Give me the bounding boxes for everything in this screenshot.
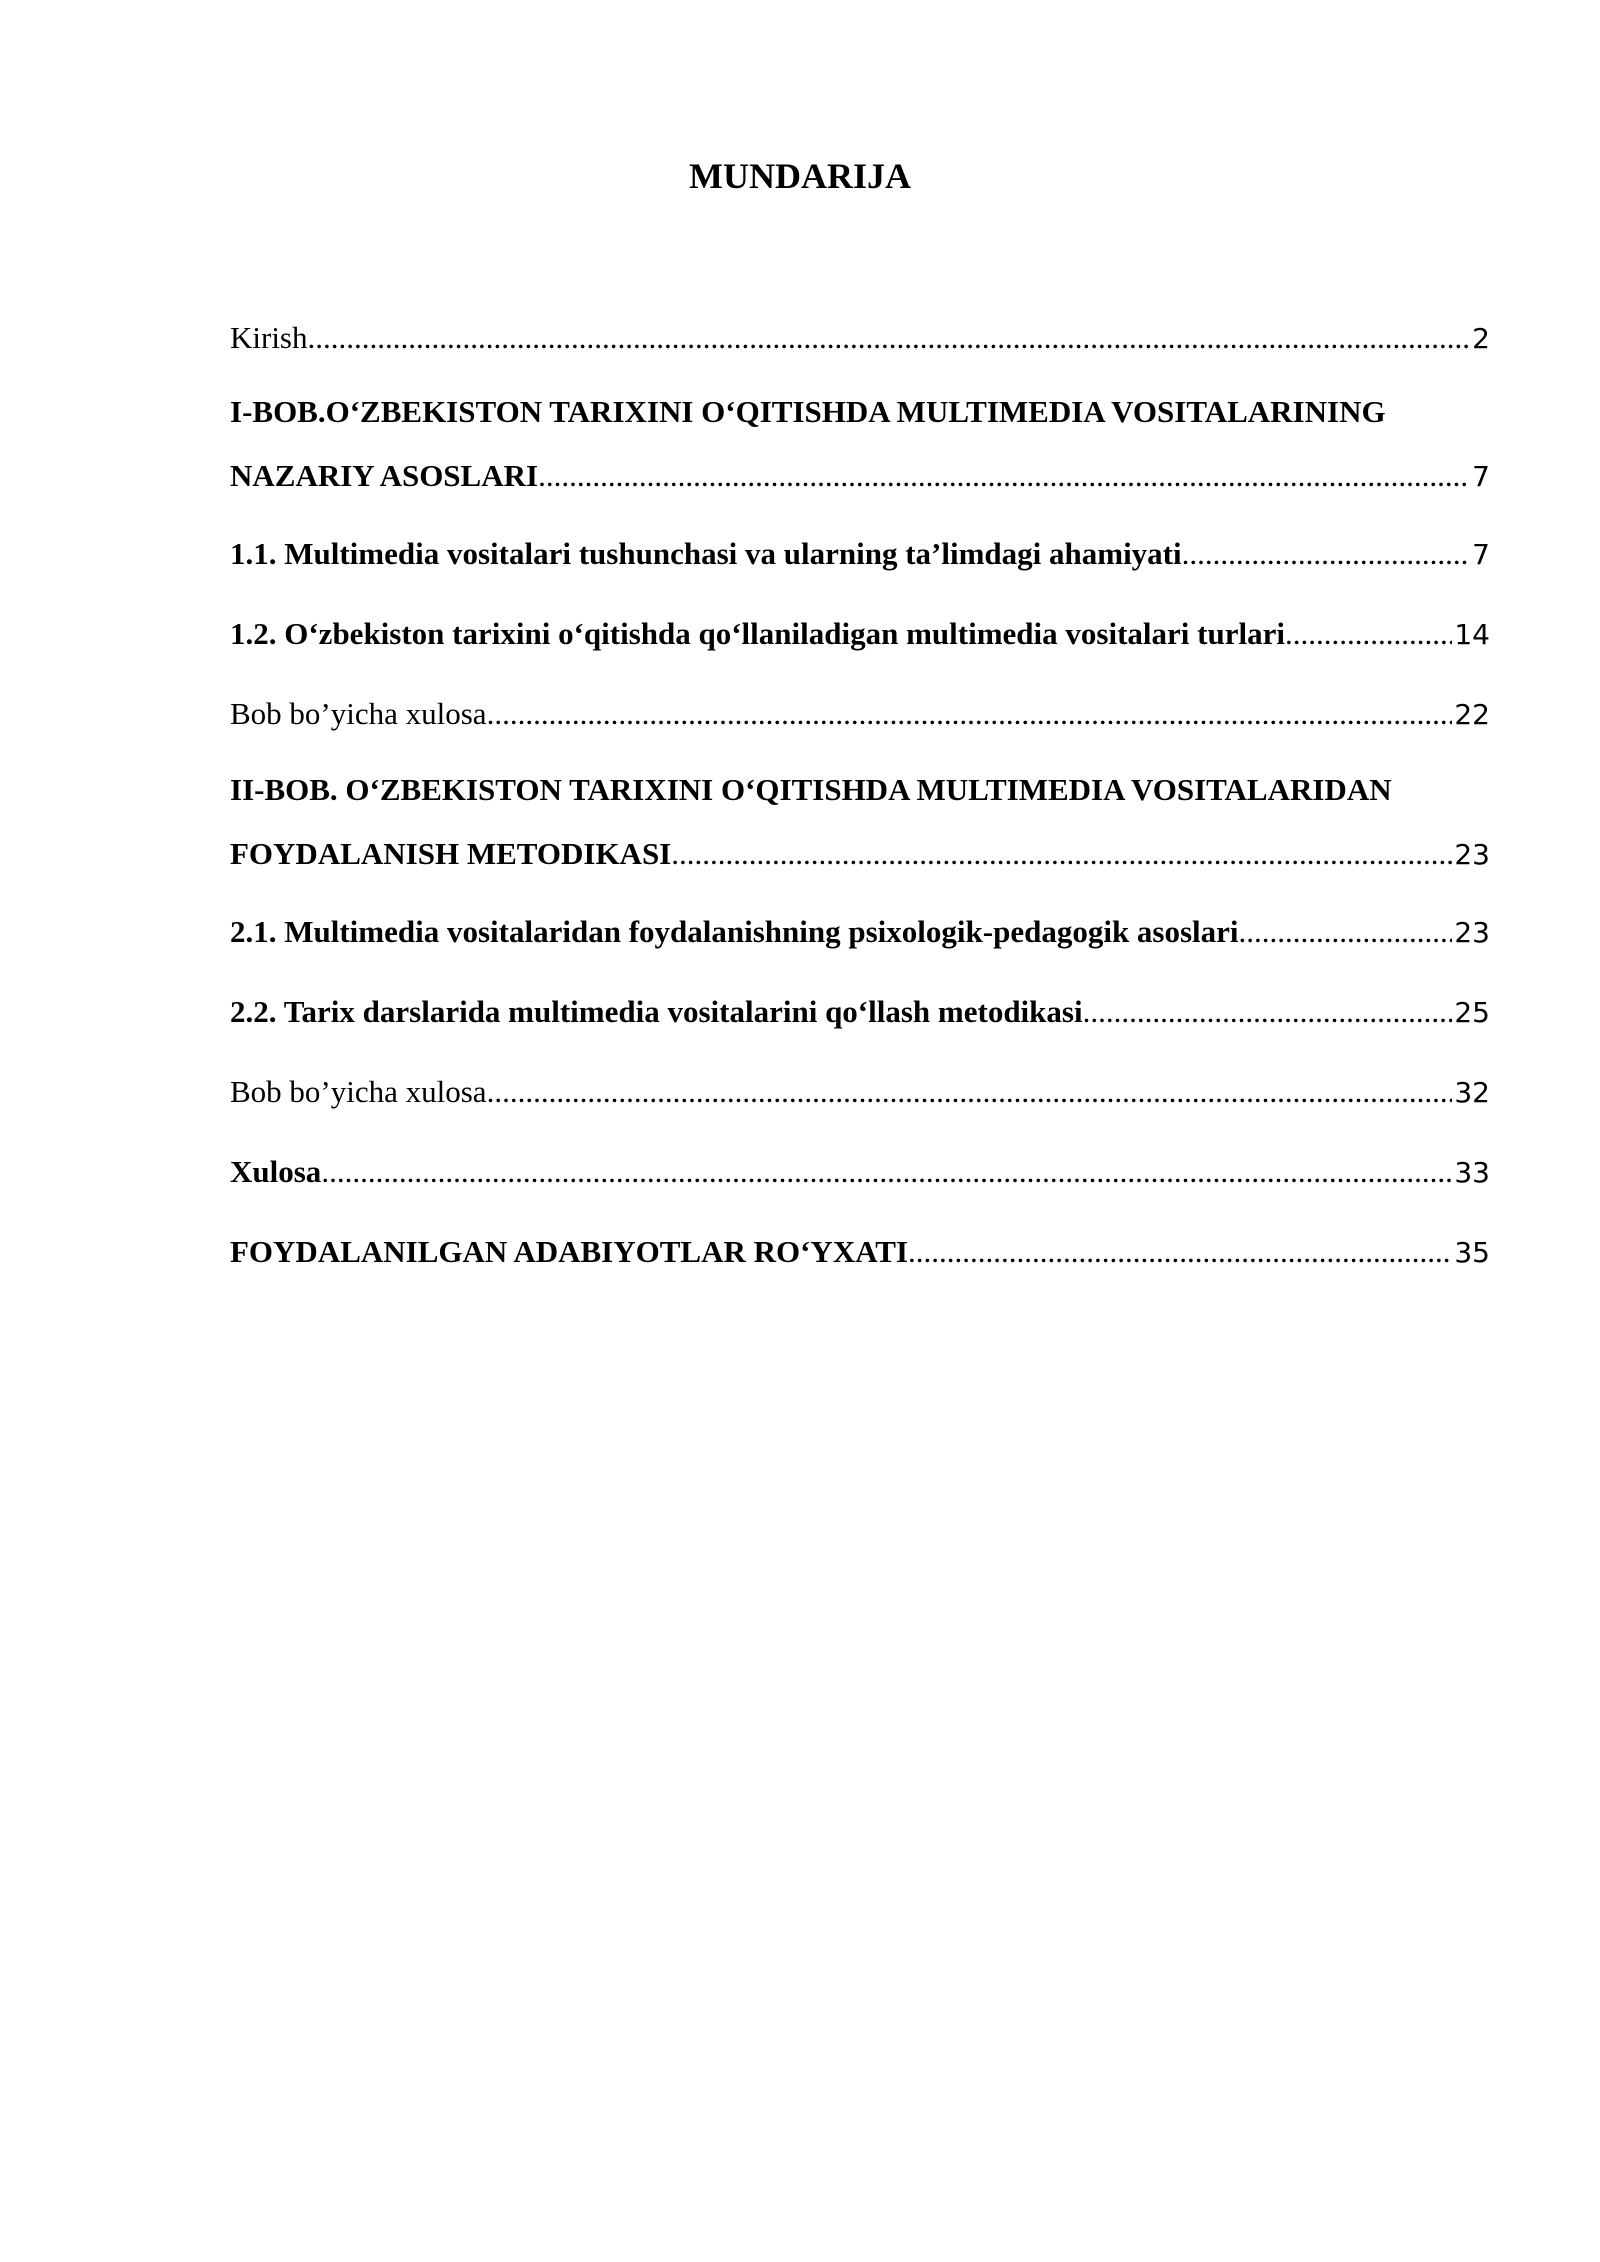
toc-entry-section-1-2[interactable] (230, 612, 1490, 656)
dot-leader (308, 316, 1471, 360)
toc-page-number: 25 (1454, 996, 1490, 1029)
toc-page-number: 33 (1454, 1156, 1490, 1189)
dot-leader (1239, 910, 1453, 954)
toc-entry-chapter-2-conclusion[interactable] (230, 1070, 1490, 1114)
toc-entry-references[interactable] (230, 1230, 1490, 1274)
toc-entry-conclusion[interactable] (230, 1150, 1490, 1194)
toc-entry-title: Bob bo’yicha xulosa (230, 696, 487, 731)
toc-page-number: 23 (1454, 838, 1490, 871)
dot-leader (908, 1230, 1452, 1274)
toc-entry-title: Kirish (230, 320, 308, 355)
toc-page-number: 22 (1454, 698, 1490, 731)
toc-entry-section-1-1[interactable] (230, 532, 1490, 576)
toc-entry-chapter-1[interactable] (230, 390, 1490, 498)
toc-entry-title: FOYDALANILGAN ADABIYOTLAR RO‘YXATI (230, 1234, 909, 1269)
toc-entry-kirish[interactable] (230, 316, 1490, 360)
toc-page-number: 14 (1454, 618, 1490, 651)
toc-entry-title: Xulosa (230, 1154, 322, 1189)
dot-leader (671, 832, 1452, 876)
toc-entry-chapter-1-conclusion[interactable] (230, 692, 1490, 736)
toc-page-number: 7 (1472, 460, 1490, 493)
toc-entry-title: Bob bo’yicha xulosa (230, 1074, 487, 1109)
dot-leader (1083, 990, 1453, 1034)
toc-entry-section-2-2[interactable] (230, 990, 1490, 1034)
toc-entry-section-2-1[interactable] (230, 910, 1490, 954)
toc-entry-title: 1.1. Multimedia vositalari tushunchasi va ularning ta’limdagi ahamiyati (230, 536, 1182, 571)
toc-entry-title: 2.1. Multimedia vositalaridan foydalanishning psixologik-pedagogik asoslari (230, 914, 1239, 949)
toc-entry-title: FOYDALANISH METODIKASI (230, 836, 672, 871)
toc-entry-chapter-2[interactable] (230, 768, 1490, 876)
toc-page-number: 2 (1472, 322, 1490, 355)
dot-leader (538, 454, 1470, 498)
toc-page-number: 35 (1454, 1236, 1490, 1269)
toc-page-number: 23 (1454, 916, 1490, 949)
toc-page-number: 32 (1454, 1076, 1490, 1109)
toc-entry-title: 2.2. Tarix darslarida multimedia vositalarini qo‘llash metodikasi (230, 994, 1083, 1029)
dot-leader (1285, 612, 1452, 656)
toc-entry-title-line-1: I-BOB.O‘ZBEKISTON TARIXINI O‘QITISHDA MULTIMEDIA VOSITALARINING (230, 394, 1386, 429)
toc-entry-title: NAZARIY ASOSLARI (230, 458, 539, 493)
dot-leader (487, 1070, 1453, 1114)
page-title: MUNDARIJA (689, 156, 911, 196)
toc-entry-title-line-1: II-BOB. O‘ZBEKISTON TARIXINI O‘QITISHDA MULTIMEDIA VOSITALARIDAN (230, 772, 1392, 807)
dot-leader (487, 692, 1453, 736)
toc-entry-title: 1.2. O‘zbekiston tarixini o‘qitishda qo‘llaniladigan multimedia vositalari turlari (230, 616, 1285, 651)
toc-page-number: 7 (1472, 538, 1490, 571)
dot-leader (321, 1150, 1452, 1194)
dot-leader (1182, 532, 1471, 576)
